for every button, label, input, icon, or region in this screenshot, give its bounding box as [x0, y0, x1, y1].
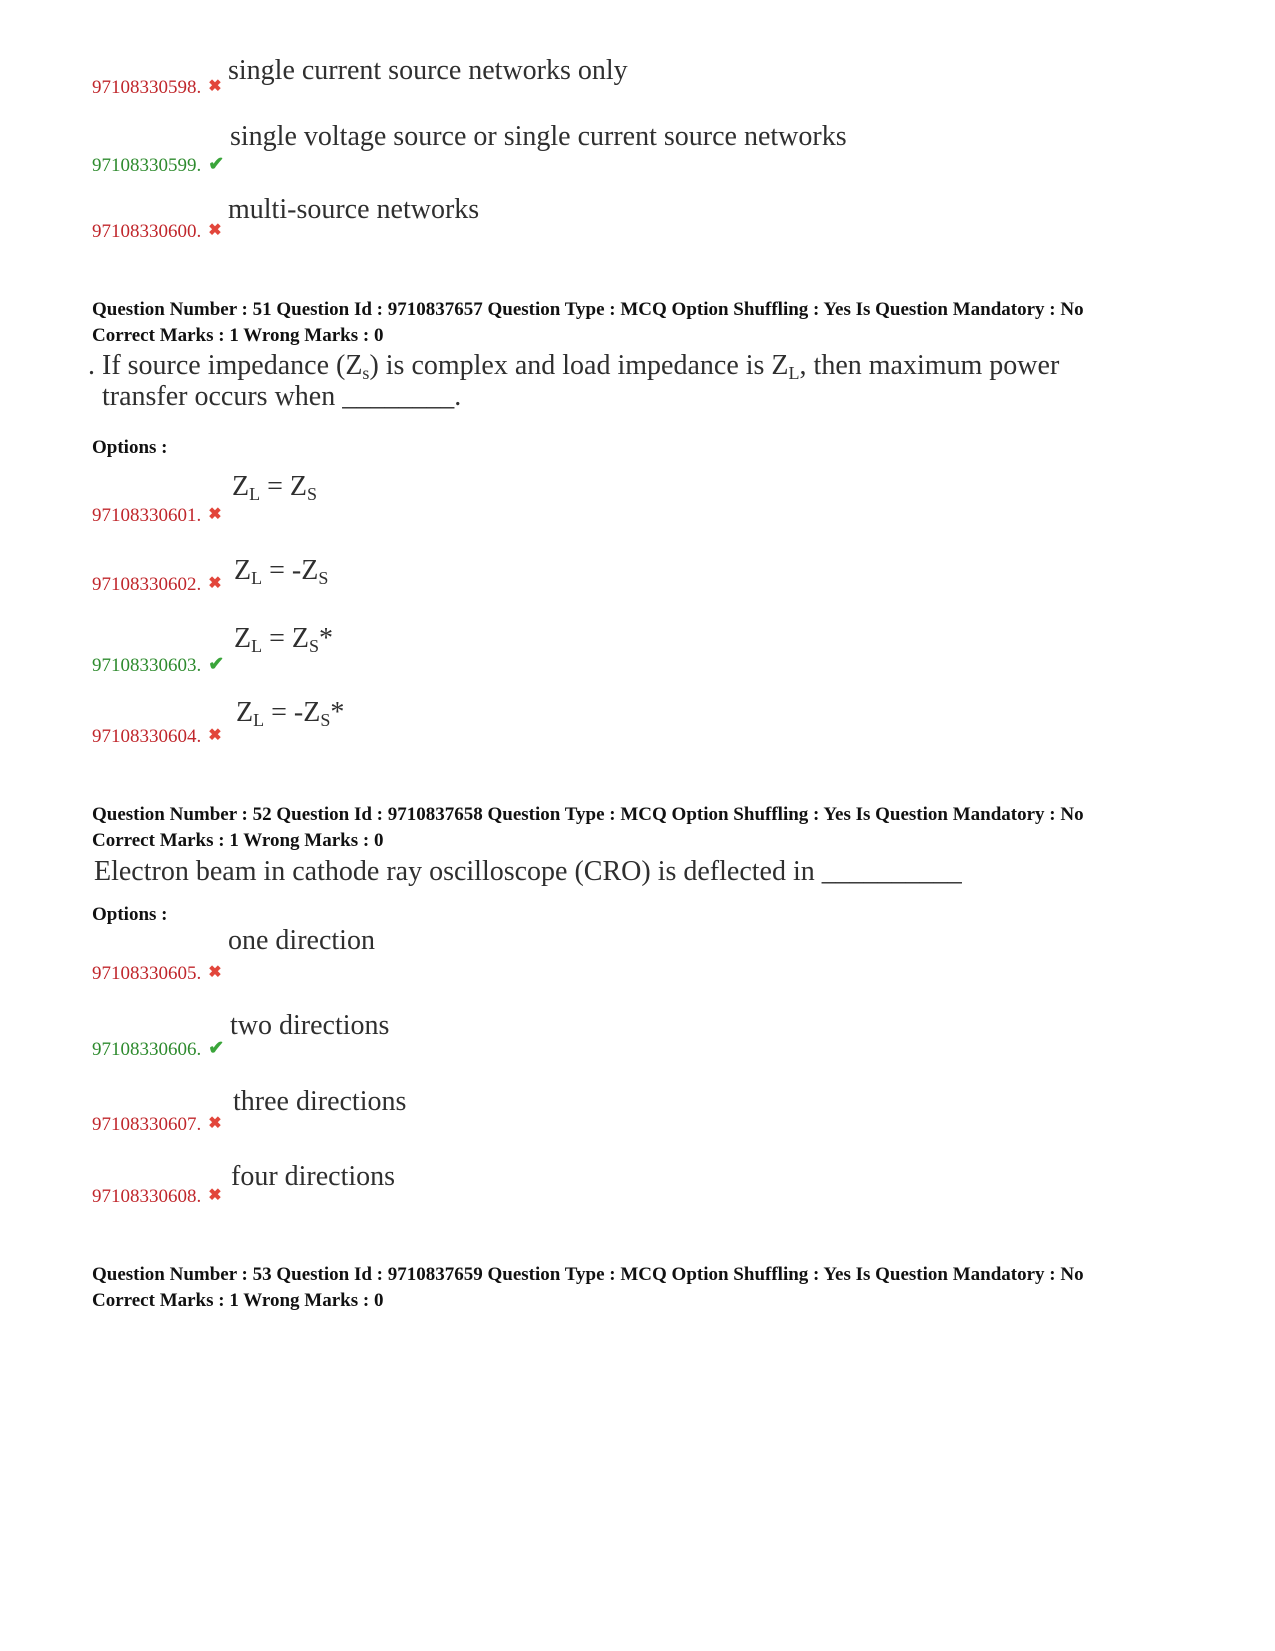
option-text: one direction	[228, 925, 375, 956]
option-id: 97108330608. ✖	[92, 1186, 222, 1207]
option-id: 97108330603. ✔	[92, 654, 225, 676]
check-icon: ✔	[208, 1038, 225, 1059]
option-text: multi-source networks	[228, 194, 480, 225]
cross-icon: ✖	[208, 727, 222, 744]
option-text: three directions	[233, 1086, 407, 1117]
question-marks: Correct Marks : 1 Wrong Marks : 0	[92, 325, 384, 346]
cross-icon: ✖	[208, 575, 222, 592]
cross-icon: ✖	[208, 222, 222, 239]
option-text: single voltage source or single current source networks	[230, 121, 847, 152]
option-id: 97108330602. ✖	[92, 574, 222, 595]
option-id: 97108330600. ✖	[92, 221, 222, 242]
check-icon: ✔	[208, 654, 225, 675]
option-text: single current source networks only	[228, 55, 628, 86]
cross-icon: ✖	[208, 1187, 222, 1204]
question-meta: Question Number : 51 Question Id : 9710837657 Question Type : MCQ Option Shuffling : Yes Is Question Mandatory : No	[92, 299, 1084, 320]
question-marks: Correct Marks : 1 Wrong Marks : 0	[92, 830, 384, 851]
question-meta: Question Number : 52 Question Id : 9710837658 Question Type : MCQ Option Shuffling : Yes Is Question Mandatory : No	[92, 804, 1084, 825]
option-id: 97108330607. ✖	[92, 1114, 222, 1135]
cross-icon: ✖	[208, 964, 222, 981]
question-text-line2: transfer occurs when ________.	[102, 381, 462, 412]
question-text: . If source impedance $(Z_s)$ is complex and load impedance is $Z_L$, then maximum power	[88, 350, 1060, 383]
check-icon: ✔	[208, 154, 225, 175]
cross-icon: ✖	[208, 1115, 222, 1132]
option-id: 97108330605. ✖	[92, 963, 222, 984]
option-text: four directions	[231, 1161, 396, 1192]
option-formula: $Z_L = Z_S*$	[234, 623, 334, 656]
option-id: 97108330599. ✔	[92, 154, 225, 176]
cross-icon: ✖	[208, 78, 222, 95]
cross-icon: ✖	[208, 506, 222, 523]
question-text: Electron beam in cathode ray oscilloscope (CRO) is deflected in __________	[94, 856, 962, 887]
option-formula: $Z_L = Z_S$	[232, 471, 318, 504]
option-formula: $Z_L = -Z_S$	[234, 555, 329, 588]
options-label: Options :	[92, 904, 168, 925]
option-id: 97108330606. ✔	[92, 1038, 225, 1060]
option-id: 97108330604. ✖	[92, 726, 222, 747]
question-marks: Correct Marks : 1 Wrong Marks : 0	[92, 1290, 384, 1311]
option-id: 97108330598. ✖	[92, 77, 222, 98]
option-formula: $Z_L = -Z_S*$	[236, 697, 345, 730]
option-id: 97108330601. ✖	[92, 505, 222, 526]
question-meta: Question Number : 53 Question Id : 9710837659 Question Type : MCQ Option Shuffling : Yes Is Question Mandatory : No	[92, 1264, 1084, 1285]
options-label: Options :	[92, 437, 168, 458]
option-text: two directions	[230, 1010, 390, 1041]
